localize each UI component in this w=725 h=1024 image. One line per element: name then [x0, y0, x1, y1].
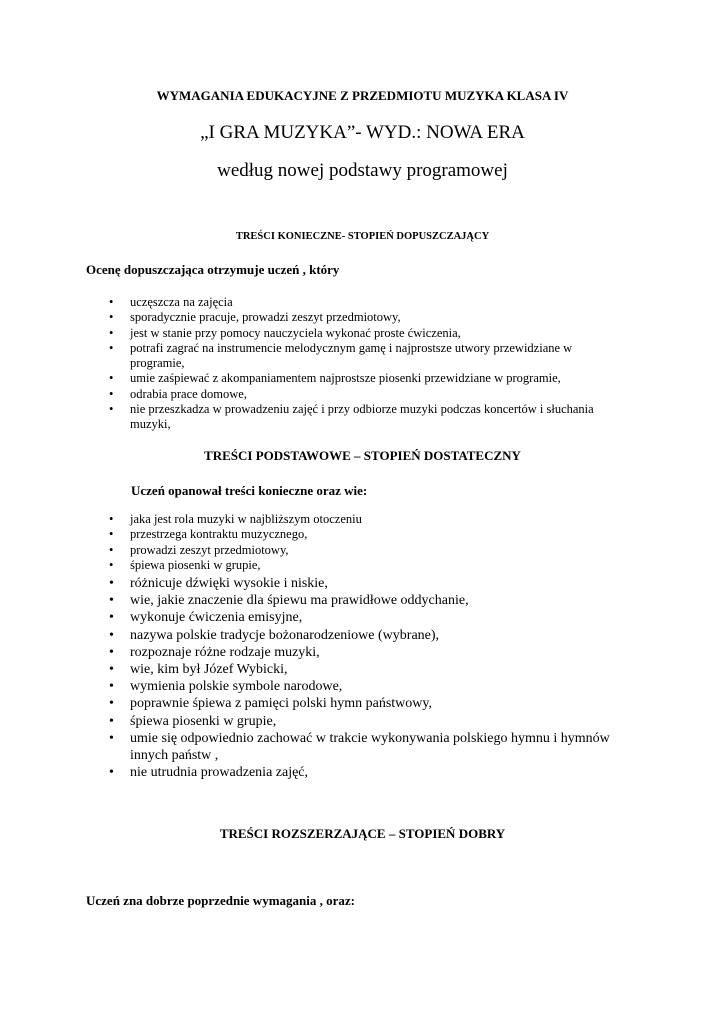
document-title: WYMAGANIA EDUKACYJNE Z PRZEDMIOTU MUZYKA KLASA IV [156, 88, 569, 103]
requirements-list-dostateczny-b [105, 575, 625, 781]
list-item: • uczęszcza na zajęcia [105, 295, 625, 310]
list-item: • jaka jest rola muzyki w najbliższym otoczeniu [105, 512, 625, 527]
list-item: • wymienia polskie symbole narodowe, [105, 678, 625, 695]
list-item: • odrabia prace domowe, [105, 387, 625, 402]
list-item: • śpiewa piosenki w grupie, [105, 558, 625, 573]
list-item: • nie utrudnia prowadzenia zajęć, [105, 764, 625, 781]
list-item: • prowadzi zeszyt przedmiotowy, [105, 543, 625, 558]
list-item: • sporadycznie pracuje, prowadzi zeszyt przedmiotowy, [105, 310, 625, 325]
list-item: • wie, kim był Józef Wybicki, [105, 661, 625, 678]
list-item: • umie zaśpiewać z akompaniamentem najprostsze piosenki przewidziane w programie, [105, 371, 625, 386]
curriculum-basis: według nowej podstawy programowej [217, 160, 508, 181]
list-item: • jest w stanie przy pomocy nauczyciela wykonać proste ćwiczenia, [105, 326, 625, 341]
list-item: • rozpoznaje różne rodzaje muzyki, [105, 644, 625, 661]
list-item: • śpiewa piosenki w grupie, [105, 713, 625, 730]
section-lead-dopuszczajacy: Ocenę dopuszczająca otrzymuje uczeń , który [86, 262, 340, 277]
requirements-list-dopuszczajacy [105, 295, 625, 433]
section-heading-dostateczny: TREŚCI PODSTAWOWE – STOPIEŃ DOSTATECZNY [204, 448, 521, 463]
list-item: • nazywa polskie tradycje bożonarodzeniowe (wybrane), [105, 627, 625, 644]
list-item: • wykonuje ćwiczenia emisyjne, [105, 609, 625, 626]
list-item: • poprawnie śpiewa z pamięci polski hymn państwowy, [105, 695, 625, 712]
list-item: • potrafi zagrać na instrumencie melodycznym gamę i najprostsze utwory przewidziane w programie, [105, 341, 625, 372]
list-item: • różnicuje dźwięki wysokie i niskie, [105, 575, 625, 592]
section-heading-dobry: TREŚCI ROZSZERZAJĄCE – STOPIEŃ DOBRY [219, 826, 506, 841]
requirements-list-dostateczny-a [105, 512, 625, 573]
list-item: • nie przeszkadza w prowadzeniu zajęć i przy odbiorze muzyki podczas koncertów i słuchania muzyki, [105, 402, 625, 433]
section-lead-dostateczny: Uczeń opanował treści konieczne oraz wie: [131, 483, 368, 498]
textbook-title: „I GRA MUZYKA”- WYD.: NOWA ERA [200, 122, 525, 143]
section-heading-dopuszczajacy: TREŚCI KONIECZNE- STOPIEŃ DOPUSZCZAJĄCY [235, 231, 490, 242]
list-item: • wie, jakie znaczenie dla śpiewu ma prawidłowe oddychanie, [105, 592, 625, 609]
list-item: • przestrzega kontraktu muzycznego, [105, 527, 625, 542]
section-lead-dobry: Uczeń zna dobrze poprzednie wymagania , oraz: [86, 893, 355, 908]
list-item: • umie się odpowiednio zachować w trakcie wykonywania polskiego hymnu i hymnów innych państw , [105, 730, 625, 764]
